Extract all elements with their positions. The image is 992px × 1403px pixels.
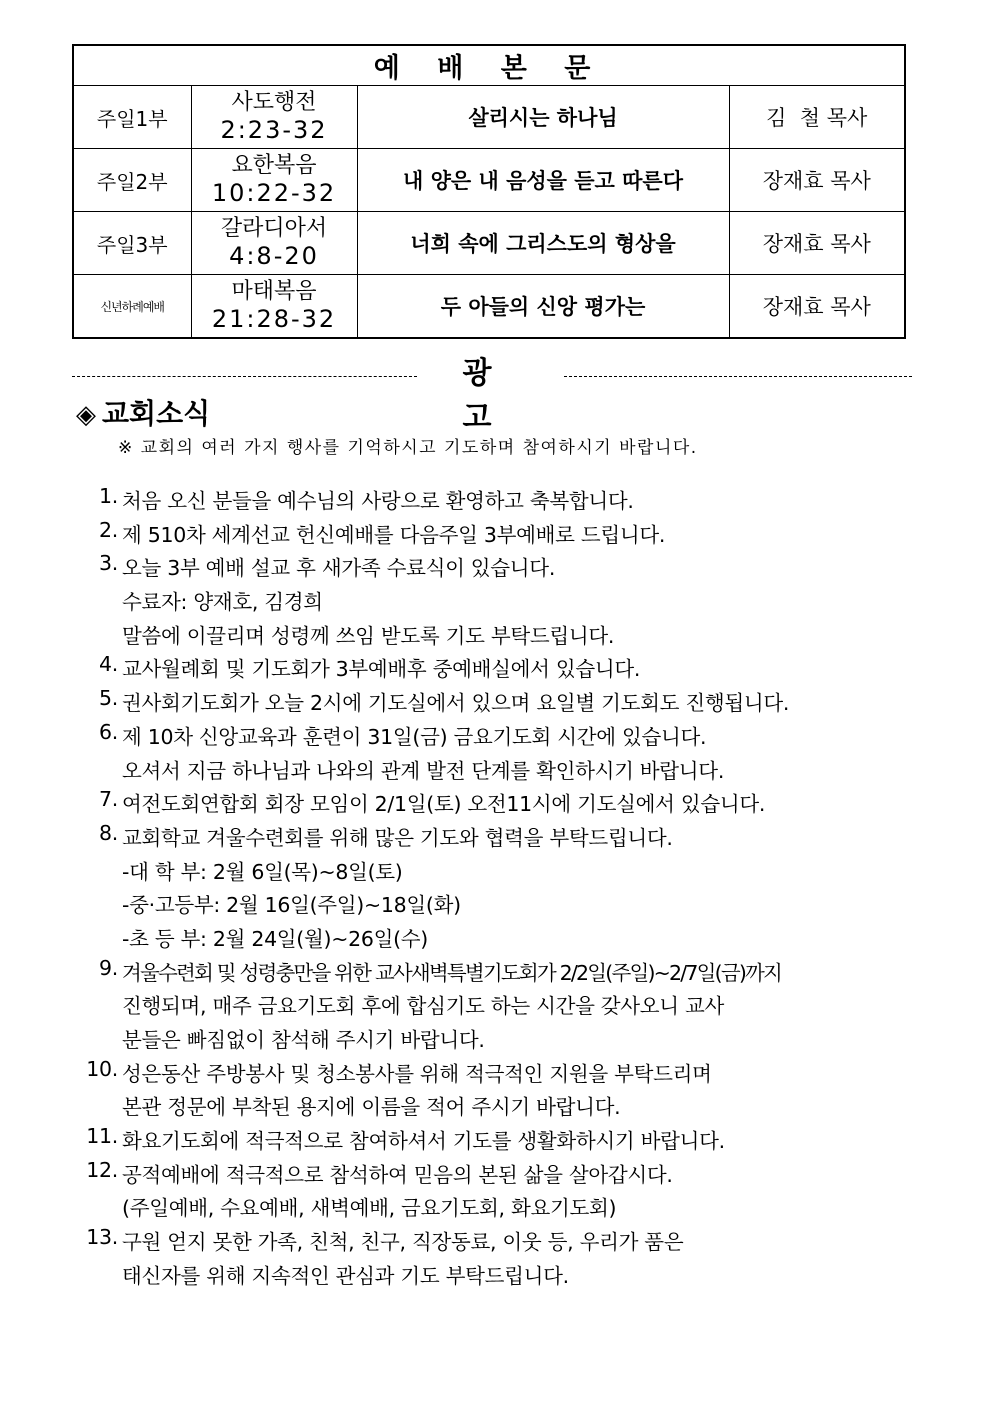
- item-text: 성은동산 주방봉사 및 청소봉사를 위해 적극적인 지원을 부탁드리며: [122, 1061, 712, 1086]
- scripture-ref: [191, 149, 357, 212]
- scripture-verse: 4:8-20: [229, 242, 319, 270]
- schedule-row: [73, 275, 905, 339]
- item-number: 13.: [86, 1225, 118, 1250]
- item-number: 4.: [99, 652, 118, 677]
- list-item: [74, 956, 914, 990]
- list-item: [74, 989, 914, 1023]
- service-name: 주일3부: [73, 212, 191, 275]
- item-text: 오늘 3부 예배 설교 후 새가족 수료식이 있습니다.: [122, 556, 556, 581]
- list-item: [74, 652, 914, 686]
- scripture-book: 사도행전: [231, 90, 317, 115]
- list-item: [74, 787, 914, 821]
- list-item: [74, 1124, 914, 1158]
- list-item: [74, 1158, 914, 1192]
- item-number: 11.: [86, 1124, 118, 1149]
- announcements-title: 광 고: [462, 356, 522, 435]
- announcement-list: [74, 484, 914, 1293]
- pastor-name: 장재효 목사: [729, 275, 905, 339]
- item-text: 교회학교 겨울수련회를 위해 많은 기도와 협력을 부탁드립니다.: [122, 825, 673, 850]
- list-item: [74, 518, 914, 552]
- item-number: 12.: [86, 1157, 118, 1182]
- list-item: [74, 888, 914, 922]
- scripture-book: 갈라디아서: [220, 216, 328, 241]
- schedule-title: 예 배 본 문: [73, 45, 905, 86]
- item-number: 1.: [99, 484, 118, 508]
- list-item: [74, 1090, 914, 1124]
- list-item: [74, 484, 914, 518]
- divider-right: [564, 376, 912, 377]
- item-text: 제 510차 세계선교 헌신예배를 다음주일 3부예배로 드립니다.: [122, 522, 666, 547]
- item-text: 제 10차 신앙교육과 훈련이 31일(금) 금요기도회 시간에 있습니다.: [122, 724, 707, 749]
- item-text: 본관 정문에 부착된 용지에 이름을 적어 주시기 바랍니다.: [122, 1095, 621, 1120]
- scripture-verse: 2:23-32: [220, 116, 328, 144]
- scripture-book: 요한복음: [231, 153, 317, 178]
- item-number: 3.: [99, 551, 118, 576]
- list-item: [74, 619, 914, 653]
- item-text: 분들은 빠짐없이 참석해 주시기 바랍니다.: [122, 1028, 485, 1052]
- divider-left: [72, 376, 417, 377]
- worship-schedule: [72, 44, 904, 339]
- section-title: 교회소식: [102, 397, 211, 430]
- item-text: 말씀에 이끌리며 성령께 쓰임 받도록 기도 부탁드립니다.: [122, 623, 615, 648]
- pastor-name: 장재효 목사: [729, 149, 905, 212]
- list-item: [74, 1259, 914, 1293]
- scripture-ref: [191, 86, 357, 149]
- item-text: 권사회기도회가 오늘 2시에 기도실에서 있으며 요일별 기도회도 진행됩니다.: [122, 691, 790, 716]
- schedule-row: [73, 86, 905, 149]
- list-item: [74, 1057, 914, 1091]
- item-number: 8.: [99, 820, 118, 845]
- list-item: [74, 1191, 914, 1225]
- item-text: -대 학 부: 2월 6일(목)~8일(토): [122, 859, 403, 884]
- item-text: 화요기도회에 적극적으로 참여하셔서 기도를 생활화하시기 바랍니다.: [122, 1129, 725, 1154]
- list-item: [74, 1023, 914, 1057]
- item-text: 수료자: 양재호, 김경희: [122, 590, 323, 615]
- sermon-title: 살리시는 하나님: [357, 86, 729, 149]
- service-name: 주일1부: [73, 86, 191, 149]
- item-text: 오셔서 지금 하나님과 나와의 관계 발전 단계를 확인하시기 바랍니다.: [122, 758, 725, 783]
- scripture-verse: 21:28-32: [211, 305, 337, 333]
- service-name: 주일2부: [73, 149, 191, 212]
- schedule-row: [73, 212, 905, 275]
- item-text: 교사월례회 및 기도회가 3부예배후 중예배실에서 있습니다.: [122, 657, 641, 682]
- section-heading: [76, 392, 210, 432]
- notice-line: ※ 교회의 여러 가지 행사를 기억하시고 기도하며 참여하시기 바랍니다.: [118, 438, 698, 458]
- list-item: [74, 720, 914, 754]
- item-text: 겨울수련회 및 성령충만을 위한 교사새벽특별기도회가 2/2일(주일)~2/7일(금)까지: [122, 960, 782, 985]
- item-text: (주일예배, 수요예배, 새벽예배, 금요기도회, 화요기도회): [122, 1196, 617, 1221]
- item-text: 진행되며, 매주 금요기도회 후에 합심기도 하는 시간을 갖사오니 교사: [122, 994, 725, 1019]
- list-item: [74, 585, 914, 619]
- schedule-table: [72, 44, 906, 339]
- item-text: 처음 오신 분들을 예수님의 사랑으로 환영하고 축복합니다.: [122, 489, 634, 513]
- sermon-title: 두 아들의 신앙 평가는: [357, 275, 729, 339]
- scripture-ref: [191, 212, 357, 275]
- service-name: 신년하례예배: [73, 275, 191, 339]
- pastor-name: 김 철 목사: [729, 86, 905, 149]
- pastor-name: 장재효 목사: [729, 212, 905, 275]
- item-text: 구원 얻지 못한 가족, 친척, 친구, 직장동료, 이웃 등, 우리가 품은: [122, 1230, 684, 1255]
- item-number: 9.: [99, 955, 118, 980]
- list-item: [74, 821, 914, 855]
- item-text: 공적예배에 적극적으로 참석하여 믿음의 본된 삶을 살아갑시다.: [122, 1162, 673, 1187]
- sermon-title: 너희 속에 그리스도의 형상을: [357, 212, 729, 275]
- item-number: 7.: [99, 787, 118, 812]
- item-text: 태신자를 위해 지속적인 관심과 기도 부탁드립니다.: [122, 1263, 569, 1288]
- list-item: [74, 922, 914, 956]
- item-text: -초 등 부: 2월 24일(월)~26일(수): [122, 926, 428, 951]
- item-text: 여전도회연합회 회장 모임이 2/1일(토) 오전11시에 기도실에서 있습니다.: [122, 792, 766, 817]
- schedule-row: [73, 149, 905, 212]
- scripture-book: 마태복음: [231, 279, 317, 304]
- diamond-icon: ◈: [76, 400, 96, 430]
- item-number: 6.: [99, 719, 118, 744]
- list-item: [74, 1225, 914, 1259]
- list-item: [74, 855, 914, 889]
- item-number: 10.: [86, 1056, 118, 1081]
- list-item: [74, 686, 914, 720]
- scripture-verse: 10:22-32: [211, 179, 337, 207]
- list-item: [74, 551, 914, 585]
- item-number: 5.: [99, 686, 118, 711]
- item-number: 2.: [99, 517, 118, 542]
- sermon-title: 내 양은 내 음성을 듣고 따른다: [357, 149, 729, 212]
- item-text: -중·고등부: 2월 16일(주일)~18일(화): [122, 893, 461, 918]
- scripture-ref: [191, 275, 357, 339]
- list-item: [74, 754, 914, 788]
